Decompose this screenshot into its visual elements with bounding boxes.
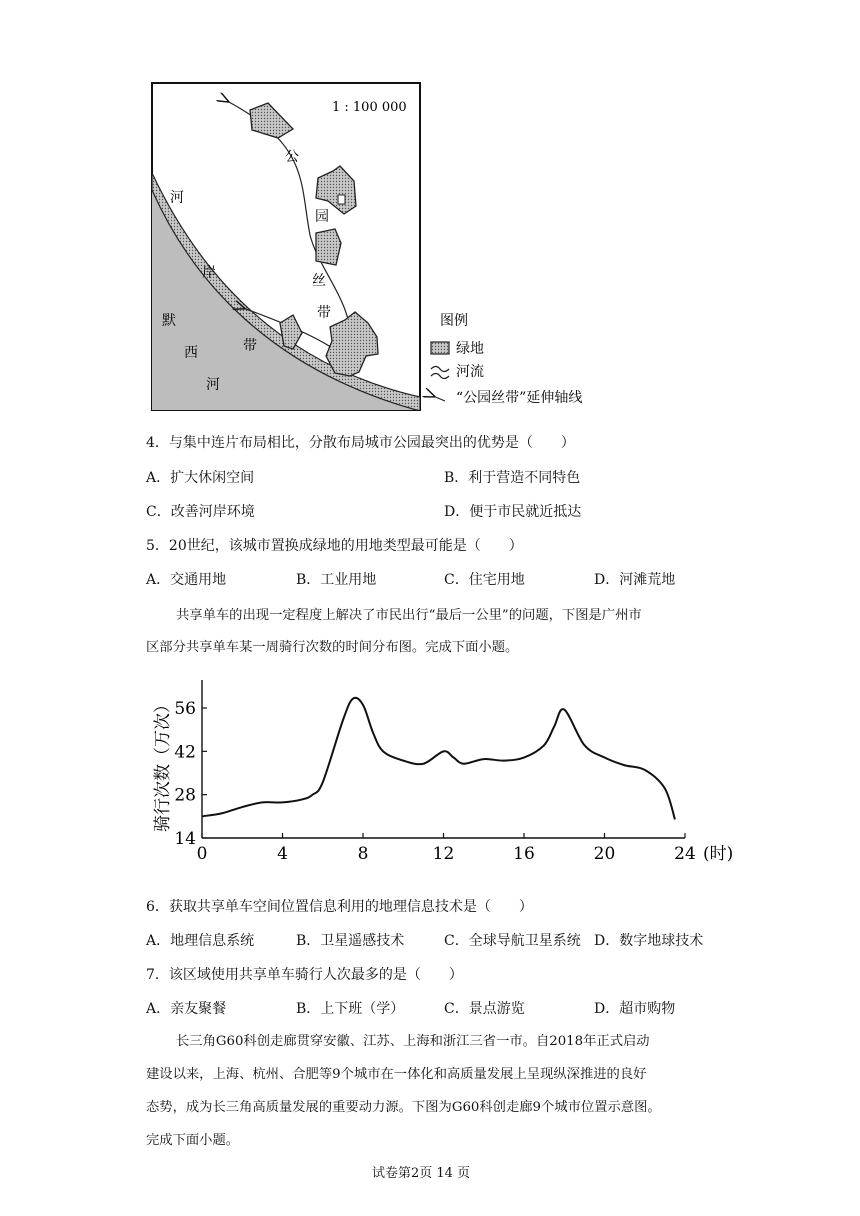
chart-x-unit: (时) [703,844,734,864]
page-footer: 试卷第2页 14 页 [372,1166,471,1181]
q6-option-b[interactable]: B．卫星遥感技术 [296,933,405,949]
q5-stem: 5．20世纪，该城市置换成绿地的用地类型最可能是（ ） [146,538,523,554]
river-label-3: 河 [206,377,220,393]
series-line [202,698,675,820]
legend-label-green: 绿地 [456,341,484,357]
q6-option-a[interactable]: A．地理信息系统 [146,933,255,949]
bank-label-2: 岸 [202,265,216,281]
river-label-1: 默 [162,313,176,329]
q5-option-a[interactable]: A．交通用地 [146,572,227,588]
q4-option-a[interactable]: A．扩大休闲空间 [146,470,255,486]
g60-intro-line-2: 建设以来，上海、杭州、合肥等9个城市在一体化和高质量发展上呈现纵深推进的良好 [146,1067,647,1082]
bike-usage-chart [140,672,760,890]
river-icon [431,367,449,379]
q7-stem: 7．该区域使用共享单车骑行人次最多的是（ ） [146,967,463,983]
river-label-2: 西 [184,345,198,361]
q5-option-c[interactable]: C．住宅用地 [444,572,525,588]
g60-intro-line-1: 长三角G60科创走廊贯穿安徽、江苏、上海和浙江三省一市。自2018年正式启动 [176,1034,650,1049]
x-tick-label: 4 [277,844,288,864]
park-label-1: 公 [285,149,299,165]
x-tick-label: 24 [674,844,696,864]
q6-option-c[interactable]: C．全球导航卫星系统 [444,933,581,949]
green-area-icon [431,342,449,354]
q7-option-a[interactable]: A．亲友聚餐 [146,1001,227,1017]
bank-label-3: 带 [243,338,257,354]
legend-label-river: 河流 [456,364,484,380]
bank-label-1: 河 [170,190,184,206]
g60-intro-line-3: 态势，成为长三角高质量发展的重要动力源。下图为G60科创走廊9个城市位置示意图。 [146,1100,661,1115]
x-tick-label: 0 [196,844,208,864]
x-tick-label: 12 [432,844,455,864]
q6-option-d[interactable]: D．数字地球技术 [594,933,704,949]
q7-option-b[interactable]: B．上下班（学） [296,1001,405,1017]
q4-option-b[interactable]: B．利于营造不同特色 [444,470,581,486]
map-scale: 1 : 100 000 [332,100,407,115]
x-tick-label: 8 [357,844,369,864]
park-label-4: 带 [317,305,331,321]
bike-intro-line-1: 共享单车的出现一定程度上解决了市民出行“最后一公里”的问题，下图是广州市 [176,608,642,623]
q6-stem: 6．获取共享单车空间位置信息利用的地理信息技术是（ ） [146,899,533,915]
chart-y-label: 骑行次数（万次） [153,696,173,832]
g60-intro-line-4: 完成下面小题。 [146,1133,240,1148]
y-tick-label: 14 [174,829,196,849]
green-area-2-notch [338,195,345,204]
q7-option-c[interactable]: C．景点游览 [444,1001,525,1017]
q4-stem: 4．与集中连片布局相比，分散布局城市公园最突出的优势是（ ） [146,435,575,451]
y-tick-label: 42 [174,742,196,763]
park-ribbon-map [140,75,630,420]
park-label-2: 园 [315,209,329,225]
legend-title: 图例 [440,313,468,329]
q4-option-d[interactable]: D．便于市民就近抵达 [444,504,582,520]
q5-option-d[interactable]: D．河滩荒地 [594,572,676,588]
x-tick-label: 16 [513,844,535,864]
y-tick-label: 56 [174,699,196,719]
green-area-3 [316,229,341,265]
arrow-icon [433,396,445,401]
q7-option-d[interactable]: D．超市购物 [594,1001,676,1017]
bike-intro-line-2: 区部分共享单车某一周骑行次数的时间分布图。完成下面小题。 [146,640,519,655]
legend-label-axis: “公园丝带”延伸轴线 [456,390,583,406]
q4-option-c[interactable]: C．改善河岸环境 [146,504,255,520]
park-label-3: 丝 [312,273,326,289]
x-tick-label: 20 [593,844,616,864]
q5-option-b[interactable]: B．工业用地 [296,572,377,588]
y-tick-label: 28 [174,785,196,806]
